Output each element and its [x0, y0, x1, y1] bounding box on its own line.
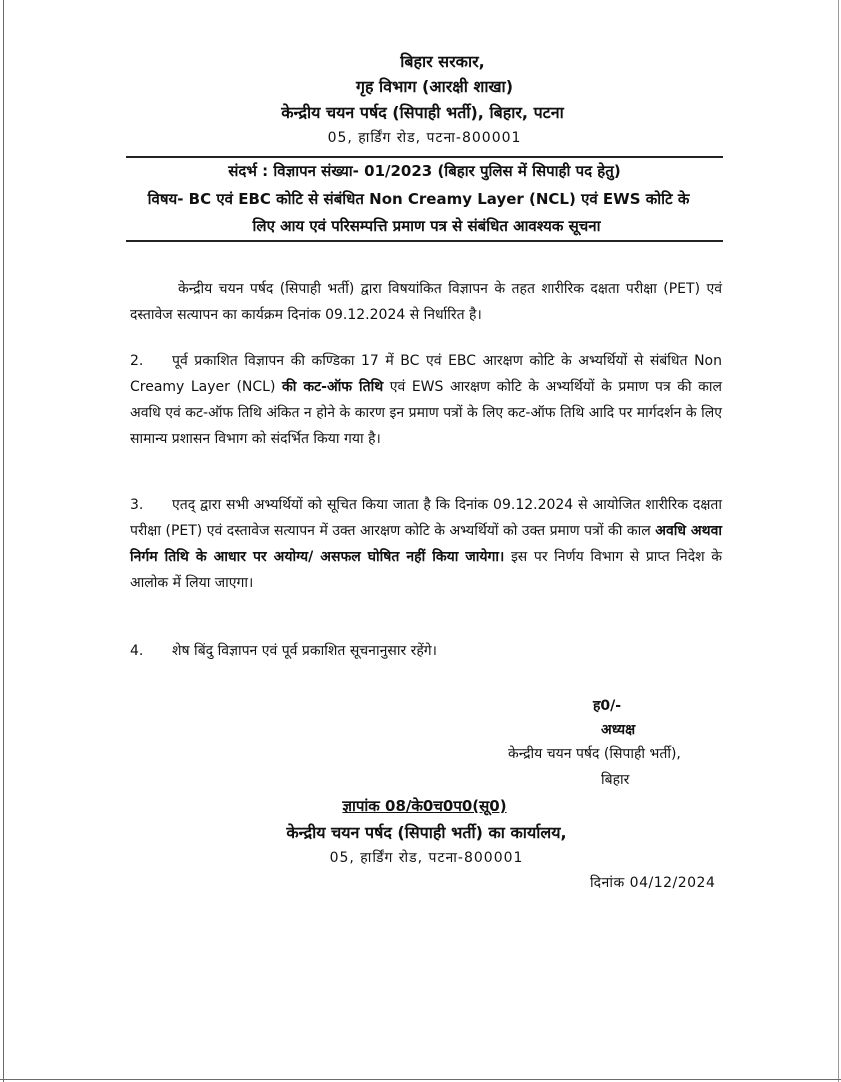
paragraph-4-number: 4.	[130, 643, 144, 659]
reference-line: संदर्भ : विज्ञापन संख्या- 01/2023 (बिहार पुलिस में सिपाही पद हेतु)	[228, 162, 621, 180]
paragraph-3-text-b: इस पर निर्णय विभाग से प्राप्त निदेश के आलोक में लिया जाएगा।	[130, 549, 723, 591]
signature-title: अध्यक्ष	[601, 722, 636, 738]
paragraph-2	[130, 348, 722, 452]
paragraph-1	[130, 276, 722, 328]
paragraph-2-text-a: पूर्व प्रकाशित विज्ञापन की कण्डिका 17 में BC एवं EBC आरक्षण कोटि के अभ्यर्थियों से संबंधित Non Creamy Layer (NCL)	[130, 353, 722, 395]
paragraph-3-text-a: एतद् द्वारा सभी अभ्यर्थियों को सूचित किया जाता है कि दिनांक 09.12.2024 से आयोजित शारीरिक दक्षता परीक्षा (PET) एवं दस्तावेज सत्यापन में उक्त आरक्षण कोटि के अभ्यर्थियों को उक्त प्रमाण पत्रों की काल	[130, 497, 722, 539]
reference-box	[126, 156, 723, 242]
header-government: बिहार सरकार,	[400, 52, 485, 71]
paragraph-2-bold: की कट-ऑफ तिथि	[281, 379, 384, 395]
header-board: केन्द्रीय चयन पर्षद (सिपाही भर्ती), बिहार, पटना	[281, 103, 564, 122]
signature-org: केन्द्रीय चयन पर्षद (सिपाही भर्ती),	[508, 746, 681, 762]
memo-number: ज्ञापांक 08/के0च0प0(सू0)	[342, 797, 507, 815]
paragraph-2-text-b: एवं EWS आरक्षण कोटि के अभ्यर्थियों के प्रमाण पत्र की काल अवधि एवं कट-ऑफ तिथि अंकित न होने के कारण इन प्रमाण पत्रों के लिए कट-ऑफ तिथि आदि पर मार्गदर्शन के लिए सामान्य प्रशासन विभाग को संदर्भित किया गया है।	[130, 379, 723, 447]
paragraph-4-text: शेष बिंदु विज्ञापन एवं पूर्व प्रकाशित सूचनानुसार रहेंगे।	[172, 643, 437, 659]
page-border-right	[838, 0, 839, 1082]
paragraph-4	[130, 638, 722, 664]
footer-office: केन्द्रीय चयन पर्षद (सिपाही भर्ती) का कार्यालय,	[286, 823, 567, 842]
subject-line-2: लिए आय एवं परिसम्पत्ति प्रमाण पत्र से संबंधित आवश्यक सूचना	[252, 217, 601, 235]
paragraph-3-number: 3.	[130, 497, 144, 513]
subject-line-1: विषय- BC एवं EBC कोटि से संबंधित Non Creamy Layer (NCL) एवं EWS कोटि के	[147, 190, 690, 208]
paragraph-1-text: केन्द्रीय चयन पर्षद (सिपाही भर्ती) द्वारा विषयांकित विज्ञापन के तहत शारीरिक दक्षता परीक्षा (PET) एवं दस्तावेज सत्यापन का कार्यक्रम दिनांक 09.12.2024 से निर्धारित है।	[130, 281, 722, 323]
signature-signed: ह0/-	[593, 698, 622, 714]
signature-state: बिहार	[601, 772, 630, 788]
issue-date: दिनांक 04/12/2024	[590, 875, 716, 891]
page-border-left	[3, 0, 4, 1082]
page-border-bottom	[0, 1079, 841, 1080]
footer-address: 05, हार्डिंग रोड, पटना-800001	[329, 850, 524, 866]
header-department: गृह विभाग (आरक्षी शाखा)	[355, 77, 514, 96]
paragraph-3	[130, 492, 722, 596]
paragraph-2-number: 2.	[130, 353, 144, 369]
paragraph-3-bold: अवधि अथवा निर्गम तिथि के आधार पर अयोग्य/ असफल घोषित नहीं किया जायेगा।	[130, 523, 722, 565]
header-address: 05, हार्डिंग रोड, पटना-800001	[327, 130, 522, 146]
